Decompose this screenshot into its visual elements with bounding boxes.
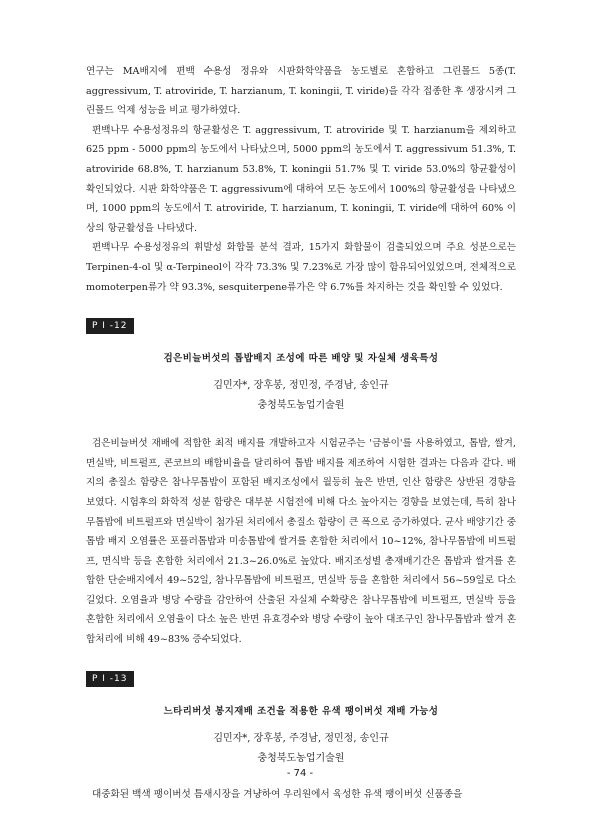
author-list: 김민자*, 장후봉, 정민정, 주경남, 송인규: [213, 380, 389, 392]
affiliation: 충청북도농업기술원: [257, 752, 345, 764]
section-title: 느타리버섯 봉지재배 조건을 적용한 유색 팽이버섯 재배 가능성: [163, 705, 439, 717]
page-content: [86, 62, 516, 804]
paragraph-2: 편백나무 수용성정유의 항균활성은 T. aggressivum, T. atroviride 및 T. harzianum을 제외하고 625 ppm - 5000 ppm의 농도에서 나타났으며, 5000 ppm의 농도에서 T. aggressivum 51.3%, T. atroviride 68.8%, T. harzianum 53.8%, T. koningii 51.7% 및 T. viride 53.0%의 항균활성이 확인되었다. 시판 화학약품은 T. aggressivum에 대하여 모든 농도에서 100%의 항균활성을 나타냈으며, 1000 ppm의 농도에서 T. atroviride, T. harzianum, T. koningii, T. viride에 대하여 60% 이상의 항균활성을 나타냈다.: [86, 124, 516, 234]
author-list: 김민자*, 장후봉, 주경남, 정민정, 송인규: [213, 732, 389, 744]
section-1: [86, 62, 516, 297]
paragraph-3: 편백나무 수용성정유의 휘발성 화합물 분석 결과, 15가지 화합물이 검출되었으며 주요 성분으로는 Terpinen-4-ol 및 α-Terpineol이 각각 73.3% 및 7.23%로 가장 많이 함유되어있었으며, 전체적으로 momoterpen류가 약 93.3%, sesquiterpene류가은 약 6.7%를 차지하는 것을 확인할 수 있었다.: [86, 242, 516, 293]
section-2: [86, 313, 516, 650]
section-3: [86, 666, 516, 805]
abstract-text: 검은비늘버섯 재배에 적합한 최적 배지를 개발하고자 시험균주는 '금봉이'를 사용하였고, 톱밥, 쌀겨, 면실박, 비트펄프, 콘코브의 배합비율을 달리하여 톱밥 배지를 제조하여 시험한 결과는 다음과 같다. 배지의 총질소 함량은 참나무톱밥이 포함된 배지조성에서 월등히 높은 반면, 인산 함량은 상반된 경향을 보였다. 시험후의 화학적 성분 함량은 대부분 시험전에 비해 다소 높아지는 경향을 보였는데, 특히 참나무톱밥에 비트펄프와 면실박이 첨가된 처리에서 총질소 함량이 큰 폭으로 증가하였다. 균사 배양기간 중 톱밥 배지 오염률은 포플러톱밥과 미송톱밥에 쌀겨를 혼합한 처리에서 10~12%, 참나무톱밥에 비트펄프, 면식박 등을 혼합한 처리에서 21.3~26.0%로 높았다. 배지조성별 총재배기간은 톱밥과 쌀겨를 혼합한 단순배지에서 49~52일, 참나무톱밥에 비트펄프, 면실박 등을 혼합한 처리에서 56~59일로 다소 길었다. 오염율과 병당 수량을 감안하여 산출된 자실체 수확량은 참나무톱밥에 비트펄프, 면실박 등을 혼합한 처리에서 오염율이 다소 높은 반면 유효경수와 병당 수량이 높아 대조구인 참나무톱밥과 쌀겨 혼합처리에 비해 49~83% 증수되었다.: [86, 438, 516, 646]
section-badge: P I -13: [86, 671, 134, 687]
page-number: - 74 -: [286, 768, 314, 779]
section-badge: P I -12: [86, 318, 134, 334]
affiliation: 충청북도농업기술원: [257, 400, 345, 412]
section-title: 검은비늘버섯의 톱밥배지 조성에 따른 배양 및 자실체 생육특성: [163, 353, 439, 365]
abstract-text: 대중화된 백색 팽이버섯 틈새시장을 겨냥하여 우리원에서 육성한 유색 팽이버섯 신품종을: [92, 788, 463, 800]
paragraph-1: 연구는 MA배지에 편백 수용성 정유와 시판화학약품을 농도별로 혼합하고 그린몰드 5종(T. aggressivum, T. atroviride, T. harzianum, T. koningii, T. viride)을 각각 접종한 후 생장시켜 그린몰드 억제 성능을 비교 평가하였다.: [86, 66, 516, 117]
